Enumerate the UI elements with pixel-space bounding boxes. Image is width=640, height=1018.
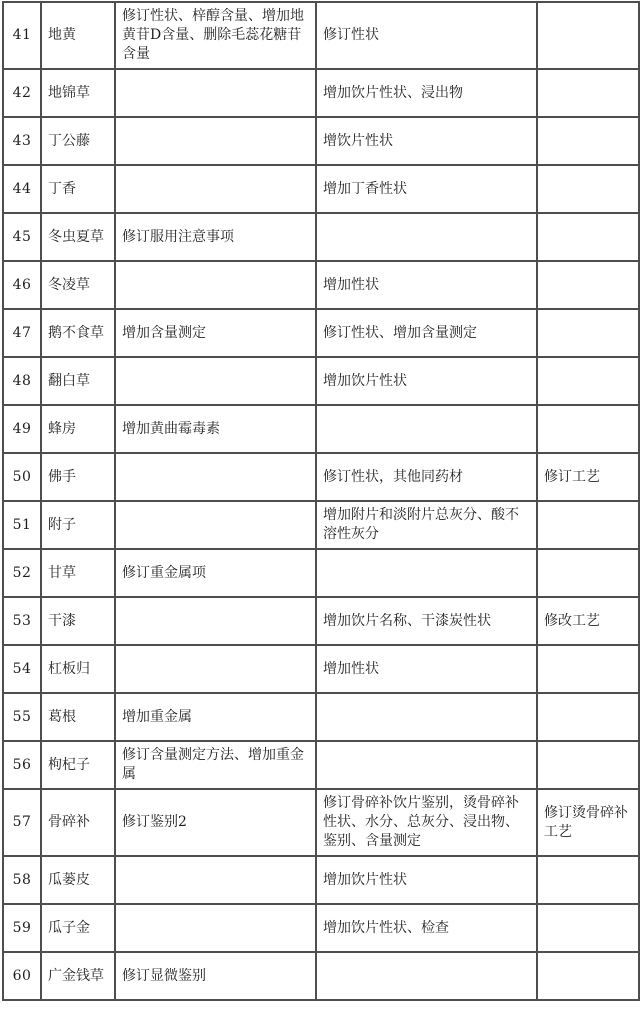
process-revision-cell xyxy=(537,549,639,597)
row-number-cell: 55 xyxy=(3,693,41,741)
table-row xyxy=(3,741,639,789)
table-row xyxy=(3,645,639,693)
material-revision-cell xyxy=(115,261,316,309)
revision-table-body xyxy=(3,2,639,1000)
row-number-cell: 51 xyxy=(3,501,41,549)
table-row xyxy=(3,453,639,501)
material-revision-cell xyxy=(115,501,316,549)
row-number-cell: 48 xyxy=(3,357,41,405)
row-number-cell: 41 xyxy=(3,2,41,69)
table-row xyxy=(3,117,639,165)
process-revision-cell xyxy=(537,165,639,213)
row-number-cell: 45 xyxy=(3,213,41,261)
herb-name-cell: 冬虫夏草 xyxy=(41,213,115,261)
table-row xyxy=(3,904,639,952)
process-revision-cell xyxy=(537,117,639,165)
pieces-revision-cell: 增加饮片性状、浸出物 xyxy=(316,69,537,117)
herb-name-cell: 丁公藤 xyxy=(41,117,115,165)
table-row xyxy=(3,693,639,741)
table-row xyxy=(3,69,639,117)
row-number-cell: 59 xyxy=(3,904,41,952)
material-revision-cell: 增加含量测定 xyxy=(115,309,316,357)
process-revision-cell: 修订工艺 xyxy=(537,453,639,501)
process-revision-cell xyxy=(537,645,639,693)
herb-name-cell: 葛根 xyxy=(41,693,115,741)
table-row xyxy=(3,597,639,645)
pieces-revision-cell: 增加饮片性状、检查 xyxy=(316,904,537,952)
table-row xyxy=(3,856,639,904)
row-number-cell: 60 xyxy=(3,952,41,1000)
process-revision-cell xyxy=(537,741,639,789)
pieces-revision-cell xyxy=(316,405,537,453)
pieces-revision-cell: 增加性状 xyxy=(316,645,537,693)
process-revision-cell xyxy=(537,904,639,952)
herb-name-cell: 冬凌草 xyxy=(41,261,115,309)
herb-name-cell: 地黄 xyxy=(41,2,115,69)
row-number-cell: 56 xyxy=(3,741,41,789)
row-number-cell: 54 xyxy=(3,645,41,693)
process-revision-cell xyxy=(537,261,639,309)
pieces-revision-cell: 增加性状 xyxy=(316,261,537,309)
pieces-revision-cell: 修订骨碎补饮片鉴别，烫骨碎补性状、水分、总灰分、浸出物、鉴别、含量测定 xyxy=(316,789,537,856)
material-revision-cell: 增加黄曲霉毒素 xyxy=(115,405,316,453)
herb-name-cell: 佛手 xyxy=(41,453,115,501)
pieces-revision-cell: 增加饮片性状 xyxy=(316,856,537,904)
pieces-revision-cell: 修订性状、增加含量测定 xyxy=(316,309,537,357)
table-row xyxy=(3,2,639,69)
material-revision-cell: 修订含量测定方法、增加重金属 xyxy=(115,741,316,789)
process-revision-cell xyxy=(537,856,639,904)
process-revision-cell xyxy=(537,69,639,117)
material-revision-cell xyxy=(115,856,316,904)
process-revision-cell xyxy=(537,952,639,1000)
herb-name-cell: 瓜蒌皮 xyxy=(41,856,115,904)
herb-name-cell: 甘草 xyxy=(41,549,115,597)
row-number-cell: 49 xyxy=(3,405,41,453)
row-number-cell: 57 xyxy=(3,789,41,856)
pieces-revision-cell: 增加附片和淡附片总灰分、酸不溶性灰分 xyxy=(316,501,537,549)
process-revision-cell: 修改工艺 xyxy=(537,597,639,645)
material-revision-cell xyxy=(115,904,316,952)
herb-name-cell: 附子 xyxy=(41,501,115,549)
material-revision-cell: 修订重金属项 xyxy=(115,549,316,597)
material-revision-cell xyxy=(115,69,316,117)
table-row xyxy=(3,501,639,549)
row-number-cell: 58 xyxy=(3,856,41,904)
herb-name-cell: 杠板归 xyxy=(41,645,115,693)
pharmacopoeia-revision-table xyxy=(2,1,640,1001)
process-revision-cell xyxy=(537,309,639,357)
material-revision-cell: 增加重金属 xyxy=(115,693,316,741)
pieces-revision-cell xyxy=(316,693,537,741)
pieces-revision-cell: 增加丁香性状 xyxy=(316,165,537,213)
process-revision-cell xyxy=(537,213,639,261)
pieces-revision-cell: 修订性状 xyxy=(316,2,537,69)
pieces-revision-cell xyxy=(316,741,537,789)
material-revision-cell xyxy=(115,597,316,645)
herb-name-cell: 翻白草 xyxy=(41,357,115,405)
herb-name-cell: 骨碎补 xyxy=(41,789,115,856)
table-row xyxy=(3,165,639,213)
material-revision-cell xyxy=(115,165,316,213)
material-revision-cell: 修订显微鉴别 xyxy=(115,952,316,1000)
row-number-cell: 50 xyxy=(3,453,41,501)
process-revision-cell xyxy=(537,693,639,741)
material-revision-cell: 修订服用注意事项 xyxy=(115,213,316,261)
process-revision-cell xyxy=(537,501,639,549)
table-row xyxy=(3,213,639,261)
material-revision-cell xyxy=(115,453,316,501)
pieces-revision-cell: 修订性状，其他同药材 xyxy=(316,453,537,501)
pieces-revision-cell xyxy=(316,213,537,261)
material-revision-cell: 修订性状、梓醇含量、增加地黄苷D含量、删除毛蕊花糖苷含量 xyxy=(115,2,316,69)
table-row xyxy=(3,405,639,453)
table-row xyxy=(3,952,639,1000)
pieces-revision-cell xyxy=(316,952,537,1000)
material-revision-cell xyxy=(115,645,316,693)
process-revision-cell xyxy=(537,357,639,405)
process-revision-cell: 修订烫骨碎补工艺 xyxy=(537,789,639,856)
pieces-revision-cell: 增加饮片性状 xyxy=(316,357,537,405)
table-row xyxy=(3,549,639,597)
row-number-cell: 52 xyxy=(3,549,41,597)
process-revision-cell xyxy=(537,2,639,69)
row-number-cell: 46 xyxy=(3,261,41,309)
herb-name-cell: 鹅不食草 xyxy=(41,309,115,357)
pieces-revision-cell xyxy=(316,549,537,597)
pieces-revision-cell: 增饮片性状 xyxy=(316,117,537,165)
row-number-cell: 47 xyxy=(3,309,41,357)
row-number-cell: 42 xyxy=(3,69,41,117)
herb-name-cell: 地锦草 xyxy=(41,69,115,117)
table-row xyxy=(3,357,639,405)
material-revision-cell xyxy=(115,117,316,165)
herb-name-cell: 广金钱草 xyxy=(41,952,115,1000)
herb-name-cell: 瓜子金 xyxy=(41,904,115,952)
material-revision-cell xyxy=(115,357,316,405)
table-row xyxy=(3,309,639,357)
row-number-cell: 53 xyxy=(3,597,41,645)
material-revision-cell: 修订鉴别2 xyxy=(115,789,316,856)
table-row xyxy=(3,261,639,309)
pieces-revision-cell: 增加饮片名称、干漆炭性状 xyxy=(316,597,537,645)
row-number-cell: 43 xyxy=(3,117,41,165)
table-row xyxy=(3,789,639,856)
herb-name-cell: 干漆 xyxy=(41,597,115,645)
herb-name-cell: 丁香 xyxy=(41,165,115,213)
herb-name-cell: 蜂房 xyxy=(41,405,115,453)
row-number-cell: 44 xyxy=(3,165,41,213)
herb-name-cell: 枸杞子 xyxy=(41,741,115,789)
process-revision-cell xyxy=(537,405,639,453)
